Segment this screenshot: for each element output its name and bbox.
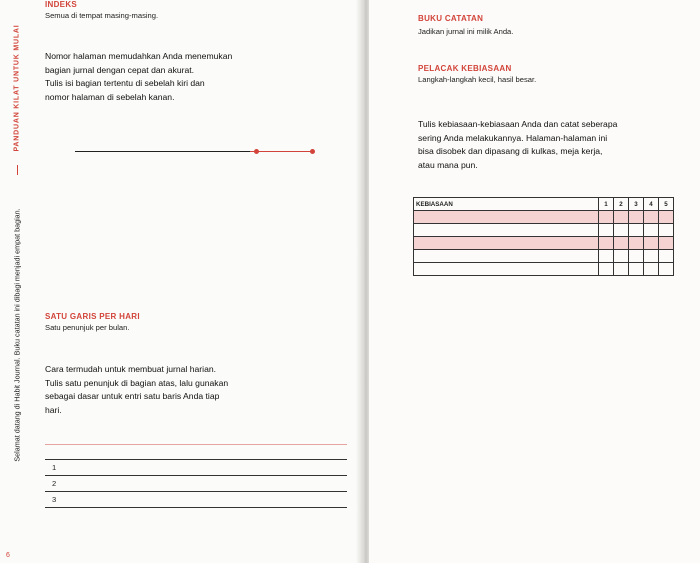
habit-row <box>414 250 674 263</box>
satu-garis-body <box>45 363 228 417</box>
satu-garis-body-line: hari. <box>45 404 62 415</box>
indeks-body-line: bagian jurnal dengan cepat dan akurat. <box>45 64 195 75</box>
daily-line-number: 1 <box>52 463 57 472</box>
satu-garis-body-line: Tulis satu penunjuk di bagian atas, lalu gunakan <box>45 377 229 388</box>
pelacak-body-line: sering Anda melakukannya. Halaman-halaman ini <box>418 132 608 143</box>
right-page <box>369 0 700 563</box>
daily-line <box>45 507 347 508</box>
indeks-subheading: Semua di tempat masing-masing. <box>45 11 159 20</box>
index-page-line <box>250 151 312 152</box>
index-end-dot <box>310 149 315 154</box>
habit-column-header: KEBIASAAN <box>414 198 599 211</box>
indeks-heading: INDEKS <box>45 0 78 9</box>
indeks-body <box>45 50 232 104</box>
section-tab <box>9 10 25 165</box>
indeks-body-line: Tulis isi bagian tertentu di sebelah kiri dan <box>45 78 205 88</box>
daily-line-number: 3 <box>52 495 57 504</box>
daily-line-number: 2 <box>52 479 57 488</box>
habit-table <box>413 197 674 276</box>
pelacak-body-line: atau mana pun. <box>418 159 478 170</box>
pelacak-heading: PELACAK KEBIASAAN <box>418 64 512 73</box>
pelacak-body-line: bisa disobek dan dipasang di kulkas, meja kerja, <box>418 146 603 156</box>
daily-line-header <box>45 444 347 445</box>
habit-row <box>414 211 674 224</box>
pelacak-body-line: Tulis kebiasaan-kebiasaan Anda dan catat seberapa <box>418 119 618 129</box>
day-column-header: 3 <box>629 198 644 211</box>
satu-garis-heading: SATU GARIS PER HARI <box>45 312 140 321</box>
day-column-header: 2 <box>614 198 629 211</box>
day-column-header: 4 <box>644 198 659 211</box>
page-number: 6 <box>6 552 10 559</box>
indeks-body-line: nomor halaman di sebelah kanan. <box>45 91 175 102</box>
running-sidebar-text: Selamat datang di Habit Journal. Buku catatan ini dibagi menjadi empat bagian. <box>12 208 22 462</box>
pelacak-body <box>418 118 617 172</box>
satu-garis-subheading: Satu penunjuk per bulan. <box>45 323 130 332</box>
buku-catatan-subheading: Jadikan jurnal ini milik Anda. <box>418 27 514 36</box>
habit-row <box>414 263 674 276</box>
running-sidebar <box>9 170 25 500</box>
habit-row <box>414 224 674 237</box>
habit-table-header-row <box>414 198 674 211</box>
satu-garis-body-line: Cara termudah untuk membuat jurnal harian. <box>45 364 217 374</box>
day-column-header: 1 <box>599 198 614 211</box>
day-column-header: 5 <box>659 198 674 211</box>
index-entry-line <box>75 151 250 152</box>
index-start-dot <box>254 149 259 154</box>
buku-catatan-heading: BUKU CATATAN <box>418 14 484 23</box>
habit-row <box>414 237 674 250</box>
indeks-body-line: Nomor halaman memudahkan Anda menemukan <box>45 51 233 61</box>
satu-garis-body-line: sebagai dasar untuk entri satu baris Anda tiap <box>45 391 220 401</box>
pelacak-subheading: Langkah-langkah kecil, hasil besar. <box>418 75 537 84</box>
daily-line <box>45 491 347 492</box>
daily-line <box>45 459 347 460</box>
section-tab-label: PANDUAN KILAT UNTUK MULAI <box>13 23 21 152</box>
daily-line <box>45 475 347 476</box>
